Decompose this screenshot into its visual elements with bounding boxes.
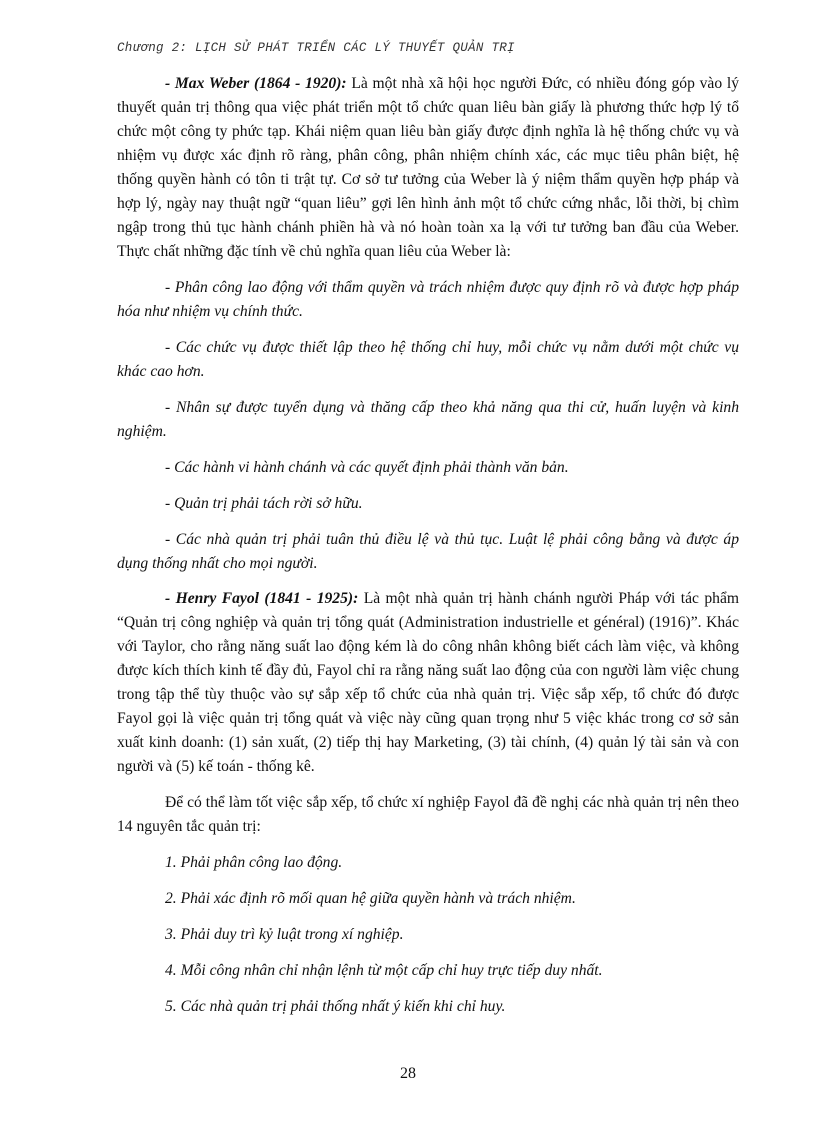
principle-item: 3. Phải duy trì kỷ luật trong xí nghiệp. bbox=[165, 926, 404, 943]
principle-item: 1. Phải phân công lao động. bbox=[165, 854, 343, 871]
weber-traits bbox=[117, 276, 739, 576]
principle-item: 5. Các nhà quản trị phải thống nhất ý kiến khi chỉ huy. bbox=[165, 998, 506, 1015]
chapter-header: Chương 2: LỊCH SỬ PHÁT TRIỂN CÁC LÝ THUYẾT QUẢN TRỊ bbox=[117, 41, 515, 55]
fayol-text: Là một nhà quản trị hành chánh người Pháp với tác phẩm “Quản trị công nghiệp và quản trị tổng quát (Administration industrielle et général) (1916)”. Khác với Taylor, cho rằng năng suất lao động kém là do công nhân không biết cách làm việc, và không được kích thích kinh tế đầy đủ, Fayol chỉ ra rằng năng suất lao động của con người làm việc chung trong tập thể tùy thuộc vào sự sắp xếp tổ chức của nhà quản trị. Việc sắp xếp, tổ chức đó được Fayol gọi là việc quản trị tổng quát và việc này cũng quan trọng như 5 việc khác trong cơ sở sản xuất kinh doanh: (1) sản xuất, (2) tiếp thị hay Marketing, (3) tài chính, (4) quản lý tài sản và con người và (5) kế toán - thống kê. bbox=[117, 590, 739, 775]
fayol-paragraph bbox=[117, 587, 739, 779]
fayol-principles bbox=[117, 851, 739, 1019]
weber-name: - Max Weber (1864 - 1920): bbox=[165, 75, 347, 92]
weber-trait: - Các chức vụ được thiết lập theo hệ thống chỉ huy, mỗi chức vụ nằm dưới một chức vụ khác cao hơn. bbox=[117, 339, 739, 380]
page-body bbox=[117, 72, 739, 1019]
page-number: 28 bbox=[400, 1065, 416, 1082]
principle-item: 2. Phải xác định rõ mối quan hệ giữa quyền hành và trách nhiệm. bbox=[165, 890, 576, 907]
fayol-name: - Henry Fayol (1841 - 1925): bbox=[165, 590, 359, 607]
weber-trait: - Nhân sự được tuyển dụng và thăng cấp theo khả năng qua thi cử, huấn luyện và kinh nghiệm. bbox=[117, 399, 739, 440]
weber-trait: - Quản trị phải tách rời sở hữu. bbox=[165, 495, 363, 512]
fayol-intro: Để có thể làm tốt việc sắp xếp, tổ chức xí nghiệp Fayol đã đề nghị các nhà quản trị nên theo 14 nguyên tắc quản trị: bbox=[117, 794, 739, 835]
principle-item: 4. Mỗi công nhân chỉ nhận lệnh từ một cấp chỉ huy trực tiếp duy nhất. bbox=[165, 962, 603, 979]
weber-trait: - Các nhà quản trị phải tuân thủ điều lệ và thủ tục. Luật lệ phải công bằng và được áp dụng thống nhất cho mọi người. bbox=[117, 531, 739, 572]
weber-trait: - Các hành vi hành chánh và các quyết định phải thành văn bản. bbox=[165, 459, 569, 476]
weber-text: Là một nhà xã hội học người Đức, có nhiều đóng góp vào lý thuyết quản trị thông qua việc phát triển một tổ chức quan liêu bàn giấy là phương thức hợp lý tổ chức một công ty phức tạp. Khái niệm quan liêu bàn giấy được định nghĩa là hệ thống chức vụ và nhiệm vụ được xác định rõ ràng, phân công, phân nhiệm chính xác, các mục tiêu phân biệt, hệ thống quyền hành có tôn ti trật tự. Cơ sở tư tưởng của Weber là ý niệm thẩm quyền hợp pháp và hợp lý, ngày nay thuật ngữ “quan liêu” gợi lên hình ảnh một tổ chức cứng nhắc, lỗi thời, bị chìm ngập trong thủ tục hành chánh phiền hà và nó hoàn toàn xa lạ với tư tưởng ban đầu của Weber. Thực chất những đặc tính về chủ nghĩa quan liêu của Weber là: bbox=[117, 75, 739, 260]
weber-trait: - Phân công lao động với thẩm quyền và trách nhiệm được quy định rõ và được hợp pháp hóa như nhiệm vụ chính thức. bbox=[117, 279, 739, 320]
weber-paragraph bbox=[117, 72, 739, 264]
